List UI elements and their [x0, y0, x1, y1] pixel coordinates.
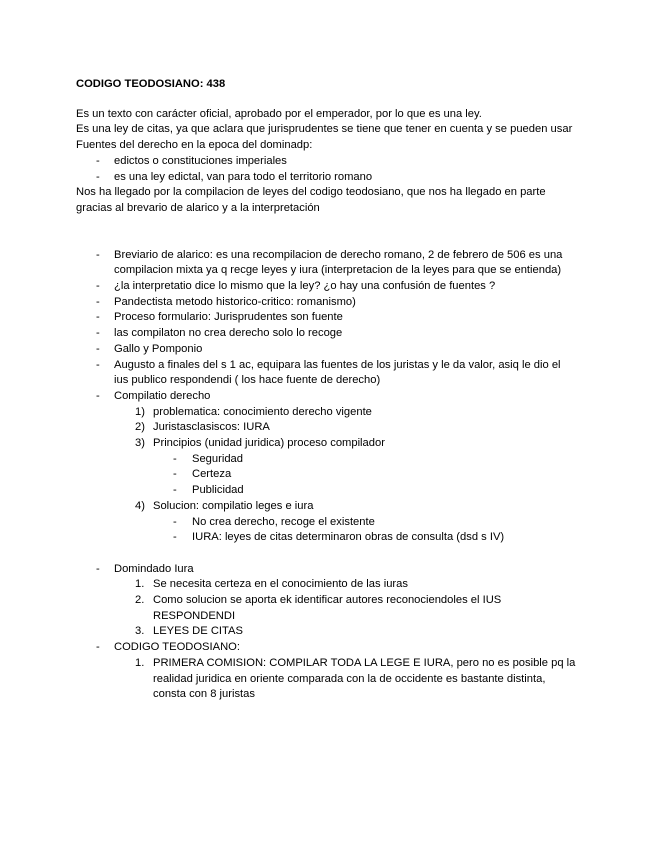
spacer — [76, 217, 576, 248]
compilatio-sublist — [76, 405, 576, 546]
list-item-text: Proceso formulario: Jurisprudentes son fuente — [114, 311, 343, 324]
dash-bullet: - — [173, 484, 177, 497]
domindado-list — [76, 562, 576, 578]
list-item-text: Pandectista metodo historico-critico: romanismo) — [114, 295, 356, 308]
list-item-text: Certeza — [192, 468, 232, 481]
numbered-item-text: problematica: conocimiento derecho vigente — [153, 405, 372, 418]
dash-bullet: - — [96, 170, 100, 183]
dash-bullet: - — [96, 358, 100, 371]
list-item-text: las compilaton no crea derecho solo lo recoge — [114, 327, 343, 340]
numbered-item — [76, 656, 576, 703]
numbered-item-text: LEYES DE CITAS — [153, 625, 243, 638]
dash-bullet: - — [96, 280, 100, 293]
list-item-text: Gallo y Pomponio — [114, 342, 203, 355]
list-item-text: No crea derecho, recoge el existente — [192, 515, 375, 528]
domindado-sublist — [76, 577, 576, 640]
intro-line-2: Es una ley de citas, ya que aclara que jurisprudentes se tiene que tener en cuenta y se pueden usar — [76, 123, 573, 136]
list-item — [76, 154, 576, 170]
dash-bullet: - — [173, 531, 177, 544]
numbered-item-text: Se necesita certeza en el conocimiento de las iuras — [153, 578, 408, 591]
numbered-item — [76, 405, 576, 421]
dash-bullet: - — [96, 295, 100, 308]
list-item — [76, 515, 576, 531]
numbered-item — [76, 593, 576, 624]
numbered-item-text: Como solucion se aporta ek identificar autores reconociendoles el IUS RESPONDENDI — [153, 594, 502, 622]
dash-bullet: - — [96, 641, 100, 654]
list-item — [76, 389, 576, 405]
dash-bullet: - — [96, 562, 100, 575]
list-item-text: Domindado Iura — [114, 562, 194, 575]
dash-bullet: - — [173, 468, 177, 481]
item-number: 3) — [135, 437, 145, 450]
fuentes-list — [76, 154, 576, 185]
document-page — [76, 77, 576, 703]
numbered-item — [76, 624, 576, 640]
numbered-item — [76, 577, 576, 593]
list-item — [76, 358, 576, 389]
dash-bullet: - — [173, 452, 177, 465]
item-number: 4) — [135, 499, 145, 512]
list-item-text: Seguridad — [192, 452, 244, 465]
list-item — [76, 295, 576, 311]
dash-bullet: - — [96, 342, 100, 355]
numbered-item — [76, 499, 576, 546]
numbered-item-text: Solucion: compilatio leges e iura — [153, 499, 314, 512]
dash-bullet: - — [96, 248, 100, 261]
dash-bullet: - — [96, 154, 100, 167]
dash-bullet: - — [96, 311, 100, 324]
compilacion-paragraph: Nos ha llegado por la compilacion de leyes del codigo teodosiano, que nos ha llegado en parte gracias al brevario de alarico y a la interpretación — [76, 186, 546, 214]
list-item — [76, 467, 576, 483]
numbered-item — [76, 436, 576, 499]
list-item-text: Publicidad — [192, 484, 244, 497]
item-number: 1. — [135, 656, 145, 669]
list-item — [76, 530, 576, 546]
numbered-item — [76, 420, 576, 436]
principios-list — [153, 452, 576, 499]
document-title: CODIGO TEODOSIANO: 438 — [76, 78, 226, 90]
list-item-text: Breviario de alarico: es una recompilacion de derecho romano, 2 de febrero de 506 es una compilacion mixta ya q recge leyes y iura (interpretacion de la leyes para que se entienda) — [114, 248, 563, 277]
numbered-item-text: Principios (unidad juridica) proceso compilador — [153, 437, 385, 450]
item-number: 3. — [135, 625, 145, 638]
list-item — [76, 170, 576, 186]
dash-bullet: - — [96, 389, 100, 402]
list-item — [76, 279, 576, 295]
intro-line-3: Fuentes del derecho en la epoca del dominadp: — [76, 139, 313, 152]
list-item-text: Compilatio derecho — [114, 389, 211, 402]
list-item-text: ¿la interpretatio dice lo mismo que la ley? ¿o hay una confusión de fuentes ? — [114, 280, 496, 293]
numbered-item-text: PRIMERA COMISION: COMPILAR TODA LA LEGE E IURA, pero no es posible pq la realidad juridica en oriente comparada con la de occidente es bastante distinta, consta con 8 juristas — [153, 656, 576, 701]
list-item-text: CODIGO TEODOSIANO: — [114, 641, 240, 654]
list-item-text: es una ley edictal, van para todo el territorio romano — [114, 170, 373, 183]
spacer — [76, 546, 576, 562]
list-item-text: edictos o constituciones imperiales — [114, 154, 287, 167]
dash-bullet: - — [173, 515, 177, 528]
numbered-item-text: Juristasclasiscos: IURA — [153, 421, 270, 434]
list-item — [76, 483, 576, 499]
list-item — [76, 640, 576, 656]
item-number: 1. — [135, 578, 145, 591]
list-item-text: IURA: leyes de citas determinaron obras de consulta (dsd s IV) — [192, 531, 505, 544]
item-number: 2) — [135, 421, 145, 434]
dash-bullet: - — [96, 327, 100, 340]
item-number: 2. — [135, 594, 145, 607]
list-item — [76, 326, 576, 342]
codigo-list — [76, 640, 576, 656]
list-item-text: Augusto a finales del s 1 ac, equipara las fuentes de los juristas y le da valor, asiq le dio el ius publico respondendi ( los hace fuente de derecho) — [114, 358, 561, 387]
list-item — [76, 248, 576, 279]
item-number: 1) — [135, 405, 145, 418]
list-item — [76, 310, 576, 326]
codigo-sublist — [76, 656, 576, 703]
solucion-list — [153, 515, 576, 546]
list-item — [76, 342, 576, 358]
intro-line-1: Es un texto con carácter oficial, aprobado por el emperador, por lo que es una ley. — [76, 107, 482, 120]
notes-list — [76, 248, 576, 405]
list-item — [76, 452, 576, 468]
list-item — [76, 562, 576, 578]
